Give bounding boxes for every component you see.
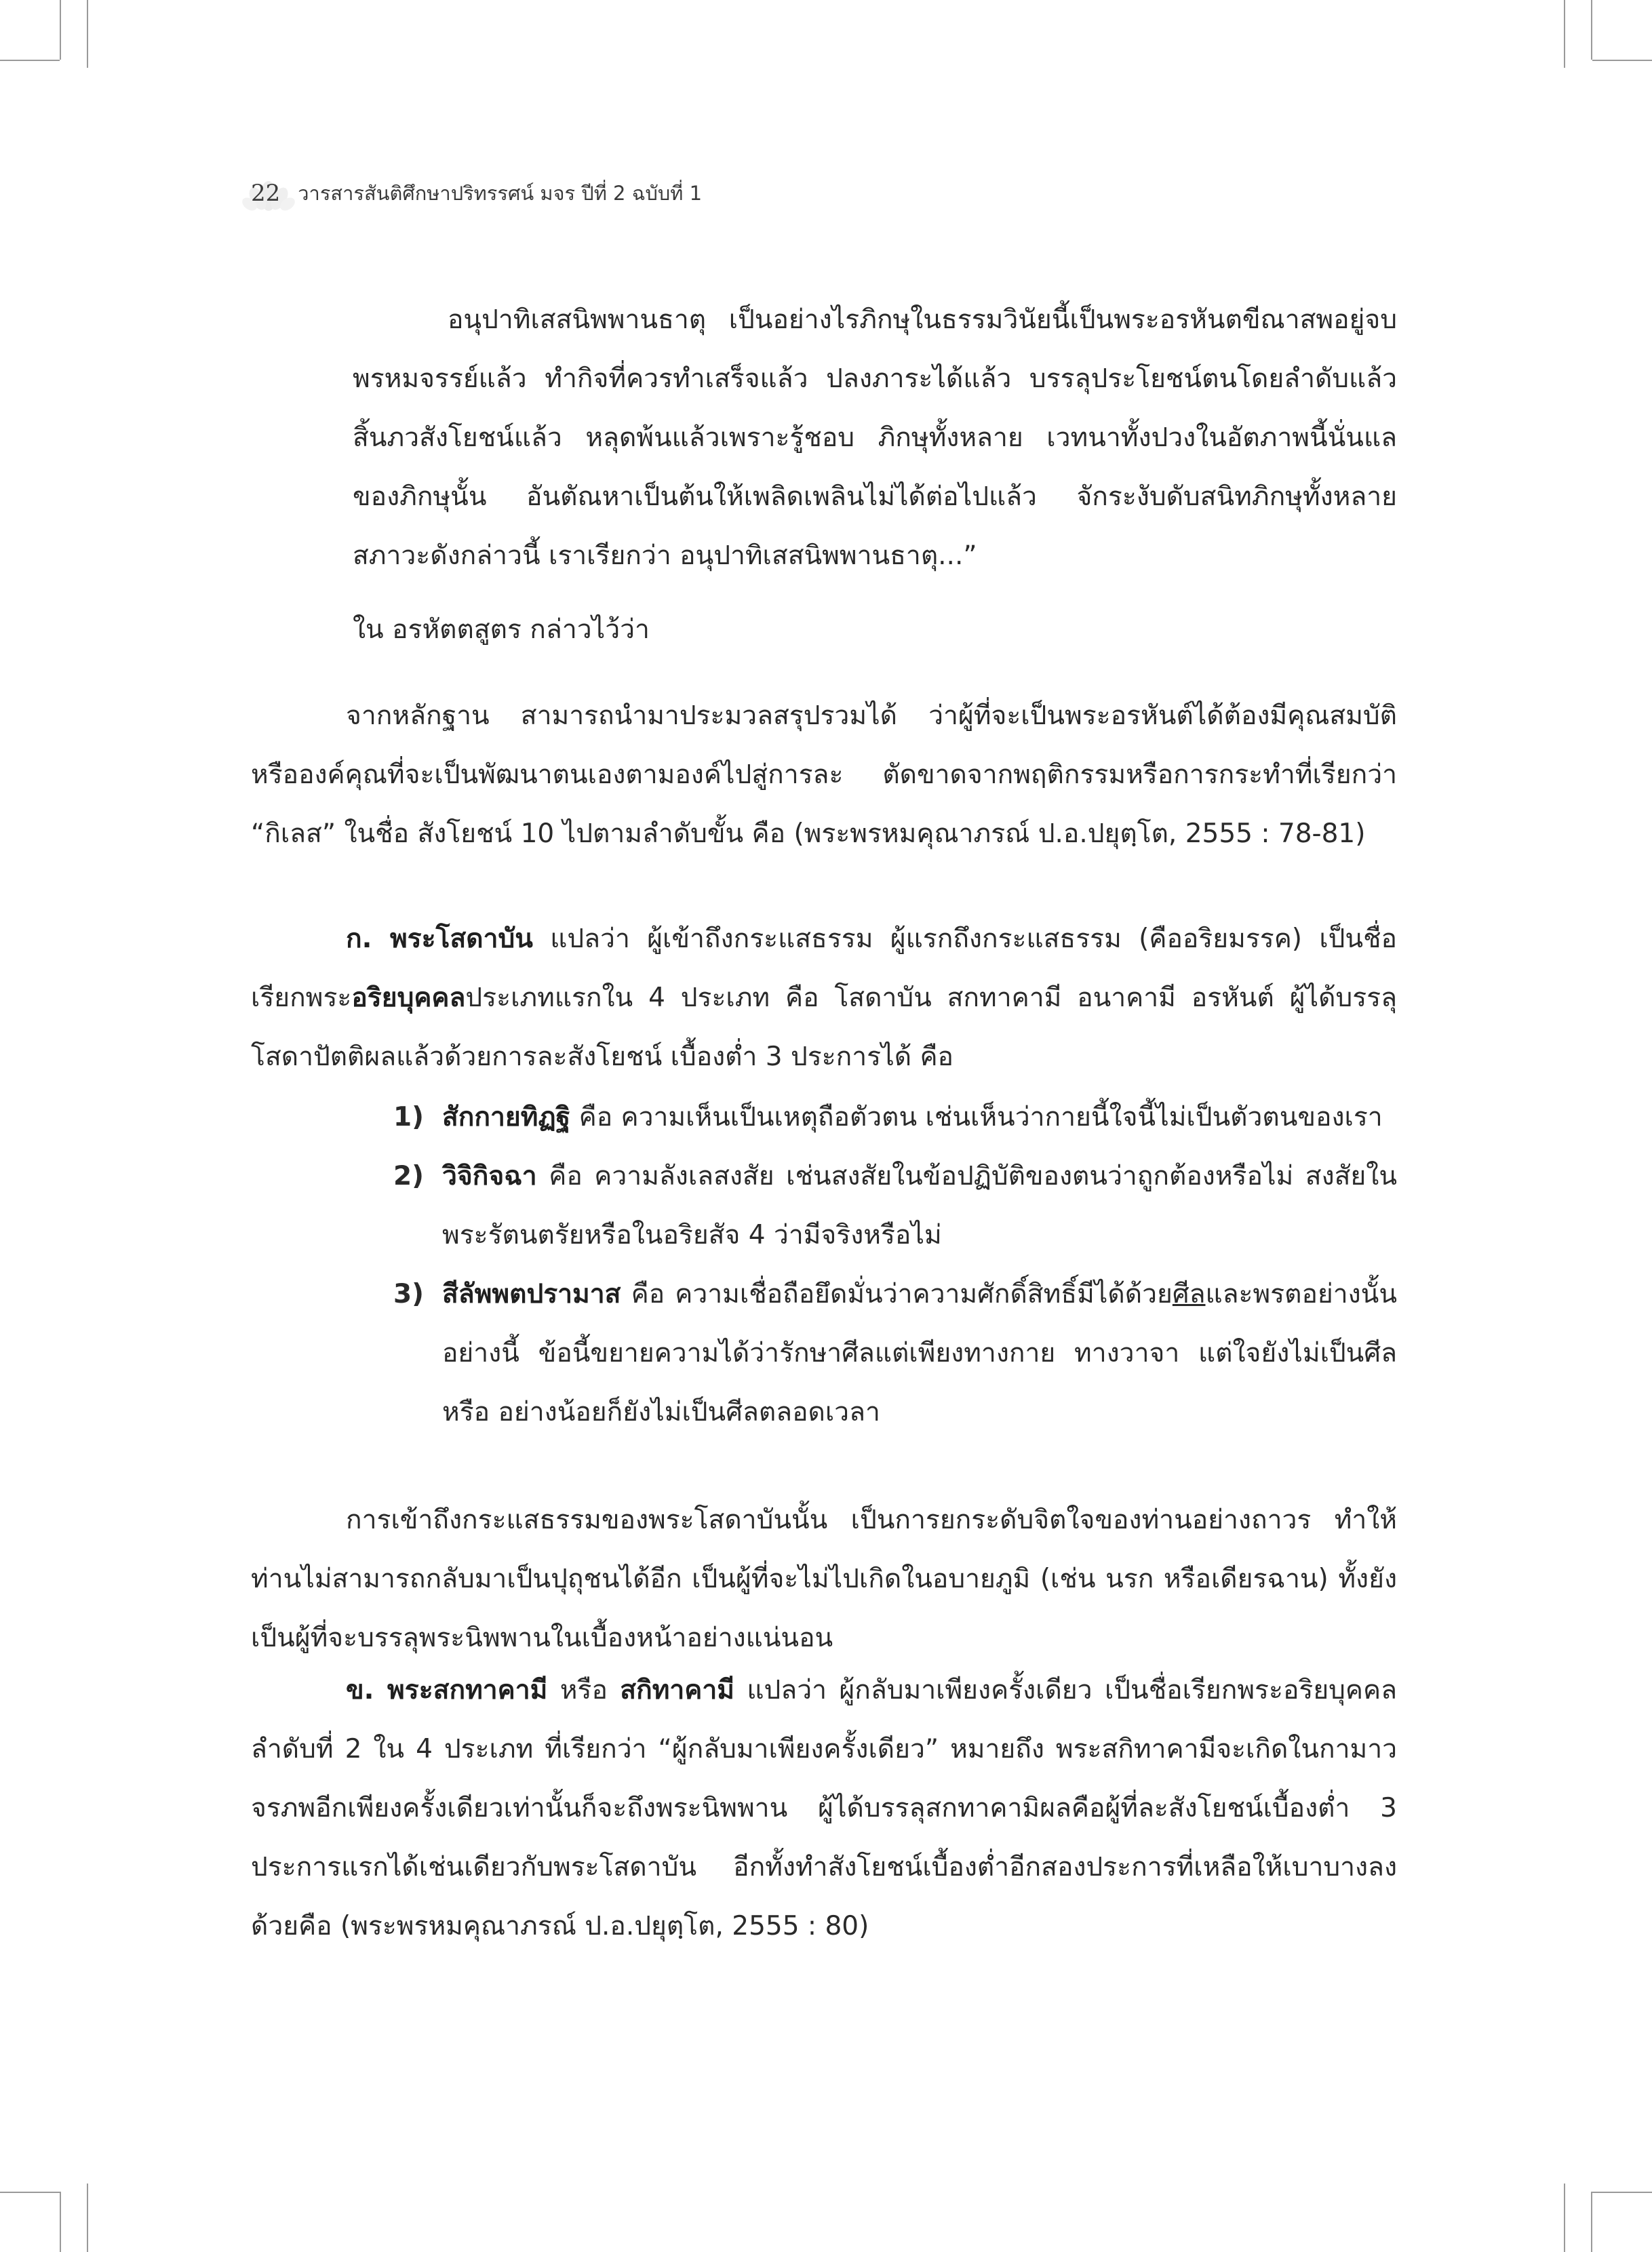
crop-mark [87, 0, 88, 68]
underlined-term: ศีล [1172, 1279, 1206, 1309]
list-text: คือ ความลังเลสงสัย เช่นสงสัยในข้อปฏิบัติของตนว่าถูกต้องหรือไม่ สงสัยในพระรัตนตรัยหรือในอริยสัจ 4 ว่ามีจริงหรือไม่ [442, 1161, 1397, 1250]
crop-mark [0, 60, 60, 61]
paragraph-4-text [251, 1661, 1397, 1956]
page-number: 22 [251, 180, 281, 207]
list-item [393, 1147, 1397, 1265]
crop-mark [1592, 2192, 1652, 2193]
paragraph-4 [251, 1661, 1397, 1956]
list-number: 2) [393, 1161, 424, 1191]
paragraph-2-text [251, 909, 1397, 1086]
list-term: สีลัพพตปรามาส [442, 1279, 621, 1309]
crop-mark [87, 2184, 88, 2252]
list-text-b: และพรตอย่างนั้นอย่างนี้ ข้อนี้ขยายความได้ว่ารักษาศีลแต่เพียงทางกาย ทางวาจา แต่ใจยังไม่เป็นศีล หรือ อย่างน้อยก็ยังไม่เป็นศีลตลอดเวลา [442, 1279, 1397, 1427]
section-label-ka: ก. พระโสดาบัน [346, 924, 533, 954]
connector-text: หรือ [547, 1675, 621, 1705]
list-item [393, 1265, 1397, 1442]
list-term: สักกายทิฏฐิ [442, 1102, 571, 1132]
paragraph-2-text-a: แปลว่า ผู้เข้าถึงกระแสธรรม ผู้แรกถึงกระแสธรรม (คืออริยมรรค) เป็นชื่อเรียกพระ [251, 924, 1397, 1013]
crop-mark [1564, 0, 1565, 68]
crop-mark [1591, 0, 1592, 60]
crop-mark [60, 2192, 61, 2252]
crop-mark [1591, 2192, 1592, 2252]
paragraph-4-body: แปลว่า ผู้กลับมาเพียงครั้งเดียว เป็นชื่อเรียกพระอริยบุคคลลำดับที่ 2 ใน 4 ประเภท ที่เรียกว่า “ผู้กลับมาเพียงครั้งเดียว” หมายถึง พระสกิทาคามีจะเกิดในกามาวจรภพอีกเพียงครั้งเดียวเท่านั้นก็จะถึงพระนิพพาน ผู้ได้บรรลุสกทาคามิผลคือผู้ที่ละสังโยชน์เบื้องต่ำ 3 ประการแรกได้เช่นเดียวกับพระโสดาบัน อีกทั้งทำสังโยชน์เบื้องต่ำอีกสองประการที่เหลือให้เบาบางลงด้วยคือ (พระพรหมคุณาภรณ์ ป.อ.ปยุตฺโต, 2555 : 80) [251, 1675, 1397, 1941]
crop-mark [60, 0, 61, 60]
list-body [442, 1147, 1397, 1265]
paragraph-1 [251, 686, 1397, 863]
list-item [393, 1088, 1397, 1147]
bold-term-ariyabukkhon: อริยบุคคล [351, 983, 466, 1013]
running-header [251, 173, 702, 214]
paragraph-2 [251, 909, 1397, 1086]
paragraph-1-text: จากหลักฐาน สามารถนำมาประมวลสรุปรวมได้ ว่าผู้ที่จะเป็นพระอรหันต์ได้ต้องมีคุณสมบัติ หรือองค์คุณที่จะเป็นพัฒนาตนเองตามองค์ไปสู่การละ ตัดขาดจากพฤติกรรมหรือการกระทำที่เรียกว่า “กิเลส” ในชื่อ สังโยชน์ 10 ไปตามลำดับขั้น คือ (พระพรหมคุณาภรณ์ ป.อ.ปยุตฺโต, 2555 : 78-81) [251, 700, 1397, 849]
list-term: วิจิกิจฉา [442, 1161, 537, 1191]
journal-title: วารสารสันติศึกษาปริทรรศน์ มจร ปีที่ 2 ฉบับที่ 1 [298, 182, 703, 205]
paragraph-2-text-b: ประเภทแรกใน 4 ประเภท คือ โสดาบัน สกทาคามี อนาคามี อรหันต์ ผู้ได้บรรลุโสดาปัตติผลแล้วด้วยการละสังโยชน์ เบื้องต่ำ 3 ประการได้ คือ [251, 983, 1397, 1072]
section-label-kho: ข. พระสกทาคามี [346, 1675, 548, 1705]
intro-text: ใน อรหัตตสูตร กล่าวไว้ว่า [353, 614, 650, 645]
alt-term: สกิทาคามี [620, 1675, 735, 1705]
list-text-a: คือ ความเชื่อถือยึดมั่นว่าความศักดิ์สิทธิ์มีได้ด้วย [621, 1279, 1173, 1309]
sanyojana-list [393, 1088, 1397, 1442]
paragraph-3 [251, 1490, 1397, 1667]
quote-block [353, 290, 1397, 585]
list-text: คือ ความเห็นเป็นเหตุถือตัวตน เช่นเห็นว่ากายนี้ใจนี้ไม่เป็นตัวตนของเรา [570, 1102, 1383, 1132]
quote-text: อนุปาทิเสสนิพพานธาตุ เป็นอย่างไรภิกษุในธรรมวินัยนี้เป็นพระอรหันตขีณาสพอยู่จบพรหมจรรย์แล้ว ทำกิจที่ควรทำเสร็จแล้ว ปลงภาระได้แล้ว บรรลุประโยชน์ตนโดยลำดับแล้ว สิ้นภวสังโยชน์แล้ว หลุดพ้นแล้วเพราะรู้ชอบ ภิกษุทั้งหลาย เวทนาทั้งปวงในอัตภาพนี้นั่นแลของภิกษุนั้น อันตัณหาเป็นต้นให้เพลิดเพลินไม่ได้ต่อไปแล้ว จักระงับดับสนิทภิกษุทั้งหลาย สภาวะดังกล่าวนี้ เราเรียกว่า อนุปาทิเสสนิพพานธาตุ...” [353, 304, 1397, 571]
crop-mark [0, 2192, 60, 2193]
crop-mark [1592, 60, 1652, 61]
list-body [442, 1088, 1397, 1147]
crop-mark [1564, 2184, 1565, 2252]
list-number: 1) [393, 1102, 424, 1132]
list-body [442, 1265, 1397, 1442]
paragraph-3-text: การเข้าถึงกระแสธรรมของพระโสดาบันนั้น เป็นการยกระดับจิตใจของท่านอย่างถาวร ทำให้ท่านไม่สามารถกลับมาเป็นปุถุชนได้อีก เป็นผู้ที่จะไม่ไปเกิดในอบายภูมิ (เช่น นรก หรือเดียรฉาน) ทั้งยังเป็นผู้ที่จะบรรลุพระนิพพานในเบื้องหน้าอย่างแน่นอน [251, 1505, 1397, 1653]
intro-line [353, 600, 650, 659]
list-number: 3) [393, 1279, 424, 1309]
